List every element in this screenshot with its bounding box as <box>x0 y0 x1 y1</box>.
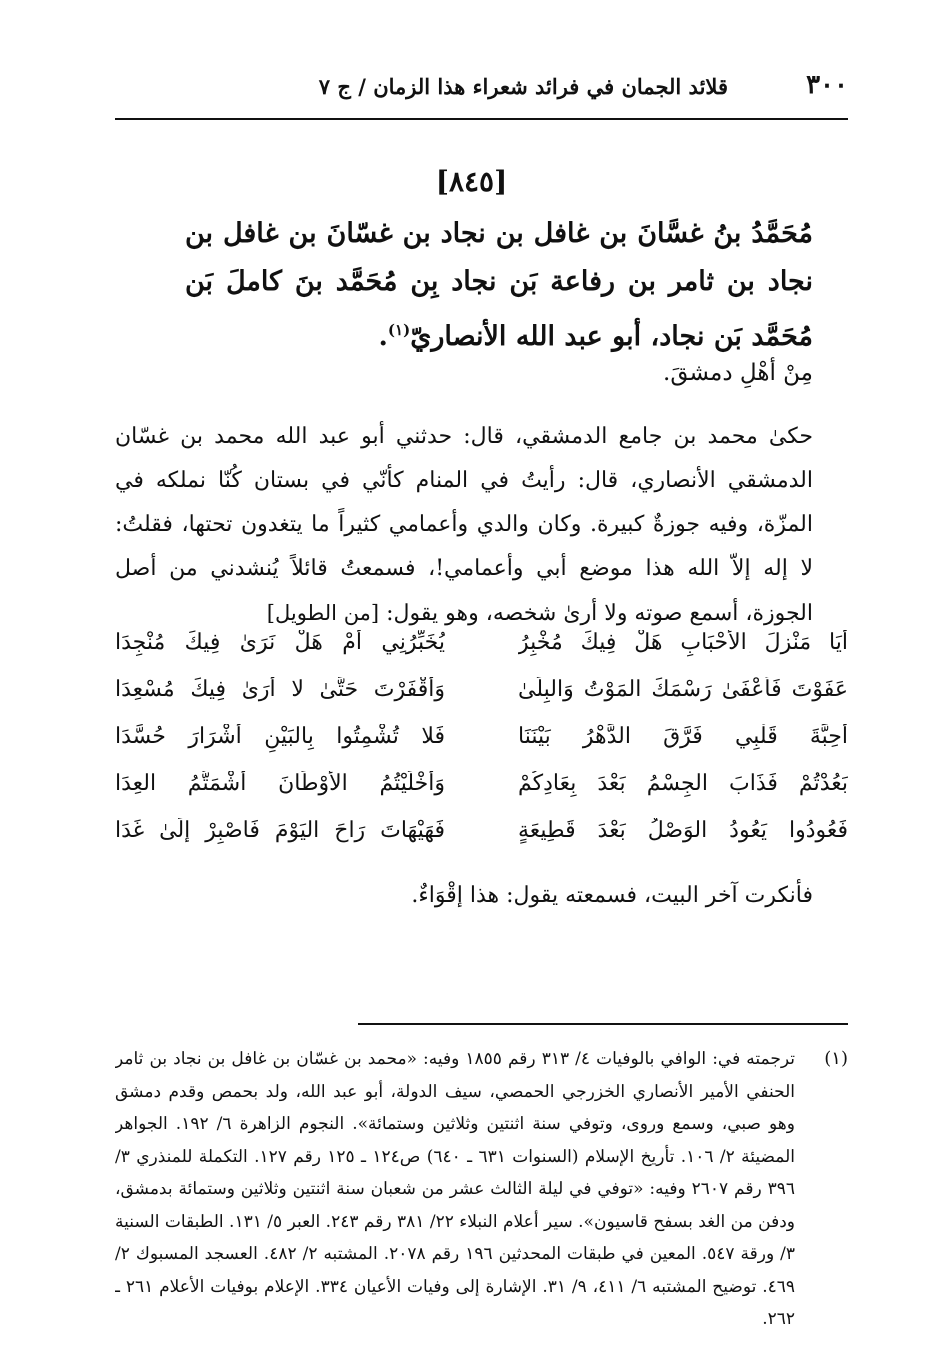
verse <box>115 677 848 724</box>
verse-first-hemistich: بَعُدْتُمْ فَذَابَ الجِسْمُ بَعْدَ بِعَادِكُمْ <box>518 771 848 796</box>
entry-title-end: . <box>378 321 388 352</box>
verse-second-hemistich: وَأخْلَيْتُمُ الأوْطَانَ أشْمَتُّمُ العِدَا <box>115 771 445 796</box>
footnote-marker: (١) <box>824 1048 848 1069</box>
verse-second-hemistich: وَأقْفَرْتَ حَتَّىٰ لا أرَىٰ فِيكَ مُسْعِدَا <box>115 677 445 702</box>
entry-title <box>185 210 813 361</box>
verse <box>115 771 848 818</box>
narrative-text: حكىٰ محمد بن جامع الدمشقي، قال: حدثني أبو عبد الله محمد بن غسّان الدمشقي الأنصاري، قال: رأيتُ في المنام كأنّي في بستان كُنّا نملكه في المزّة، وفيه جوزةٌ كبيرة. وكان والدي وأعمامي كثيراً ما يتغدون تحتها، فقلتُ: لا إله إلاّ الله هذا موضع أبي وأعمامي!، فسمعتُ قائلاً يُنشدني من أصل الجوزة، أسمع صوته ولا أرىٰ شخصه، وهو يقول: <box>115 424 813 626</box>
verse <box>115 818 848 865</box>
footnotes <box>115 1043 848 1336</box>
verse-second-hemistich: فَلا تُشْمِتُوا بِالبَيْنِ أشْرَارَ حُسَّدَا <box>115 724 445 749</box>
verse-first-hemistich: أحِبَّةَ قَلْبِي فَرَّقَ الدَّهْرُ بَيْنَنَا <box>518 724 848 749</box>
verse-second-hemistich: فَهَيْهَاتَ رَاحَ اليَوْمَ فَاصْبِرْ إلَىٰ غَدَا <box>115 818 445 843</box>
page-number: ٣٠٠ <box>806 70 848 100</box>
closing-line: فأنكرت آخر البيت، فسمعته يقول: هذا إقْوَاءٌ. <box>411 883 813 908</box>
entry-number: [٨٤٥] <box>435 165 508 198</box>
page-header <box>115 70 848 110</box>
footnote-reference[interactable]: (١) <box>387 321 411 339</box>
footnote-text: ترجمته في: الوافي بالوفيات ٤/ ٣١٣ رقم ١٨٥٥ وفيه: «محمد بن غسّان بن غافل بن نجاد بن ثامر الحنفي الأمير الأنصاري الخزرجي الحمصي، سيف الدولة، أبو عبد الله، ولد بحمص وقدم دمشق وهو صبي، وسمع وروى، وتوفي سنة اثنتين وثلاثين وستمائة». النجوم الزاهرة ٦/ ١٩٢. الجواهر المضيئة ٢/ ١٠٦. تأريخ الإسلام (السنوات ٦٣١ ـ ٦٤٠) ص١٢٤ ـ ١٢٥ رقم ١٢٧. التكملة للمنذري ٣/ ٣٩٦ رقم ٢٦٠٧ وفيه: «توفي في ليلة الثالث عشر من شعبان سنة اثنتين وثلاثين وستمائة بدمشق، ودفن من الغد بسفح قاسيون». سير أعلام النبلاء ٢٢/ ٣٨١ رقم ٢٤٣. العبر ٥/ ١٣١. الطبقات السنية ٣/ ورقة ٥٤٧. المعين في طبقات المحدثين ١٩٦ رقم ٢٠٧٨. المشتبه ٢/ ٤٨٢. العسجد المسبوك ٢/ ٤٦٩. توضيح المشتبه ٦/ ٤١١، ٩/ ٣١. الإشارة إلى وفيات الأعيان ٣٣٤. الإعلام بوفيات الأعلام ٢٦١ ـ ٢٦٢. <box>115 1049 795 1329</box>
verse <box>115 630 848 677</box>
entry-origin: مِنْ أهْلِ دمشقَ. <box>663 360 813 386</box>
entry-title-text: مُحَمَّدُ بنُ غسَّانَ بن غافل بن نجاد بن غسّانَ بن غافل بن نجاد بن ثامر بن رفاعة بَن نجاد بِن مُحَمَّد بنَ كاملَ بَن مُحَمَّد بَن نجاد، أبو عبد الله الأنصاريّ <box>185 218 813 352</box>
verse-first-hemistich: أيَا مَنْزلَ الأحْبَابِ هَلْ فِيكَ مُخْبِرُ <box>518 630 848 655</box>
narrative-paragraph <box>115 415 813 636</box>
poetic-meter: [من الطويل] <box>266 601 380 625</box>
verse <box>115 724 848 771</box>
verse-first-hemistich: عَفَوْتَ فَأعْفَىٰ رَسْمَكَ المَوْتُ وَالبِلَىٰ <box>518 677 848 702</box>
header-rule <box>115 118 848 120</box>
verse-first-hemistich: فَعُودُوا يَعُودُ الوَصْلُ بَعْدَ قَطِيعَةٍ <box>518 818 848 843</box>
footnote <box>115 1043 848 1336</box>
verse-second-hemistich: يُخَبِّرُنِي أمْ هَلْ نَرَىٰ فِيكَ مُنْجِدَا <box>115 630 445 655</box>
poem <box>115 630 848 865</box>
footnote-rule <box>358 1023 848 1025</box>
running-title: قلائد الجمان في فرائد شعراء هذا الزمان / ج ٧ <box>318 74 728 99</box>
